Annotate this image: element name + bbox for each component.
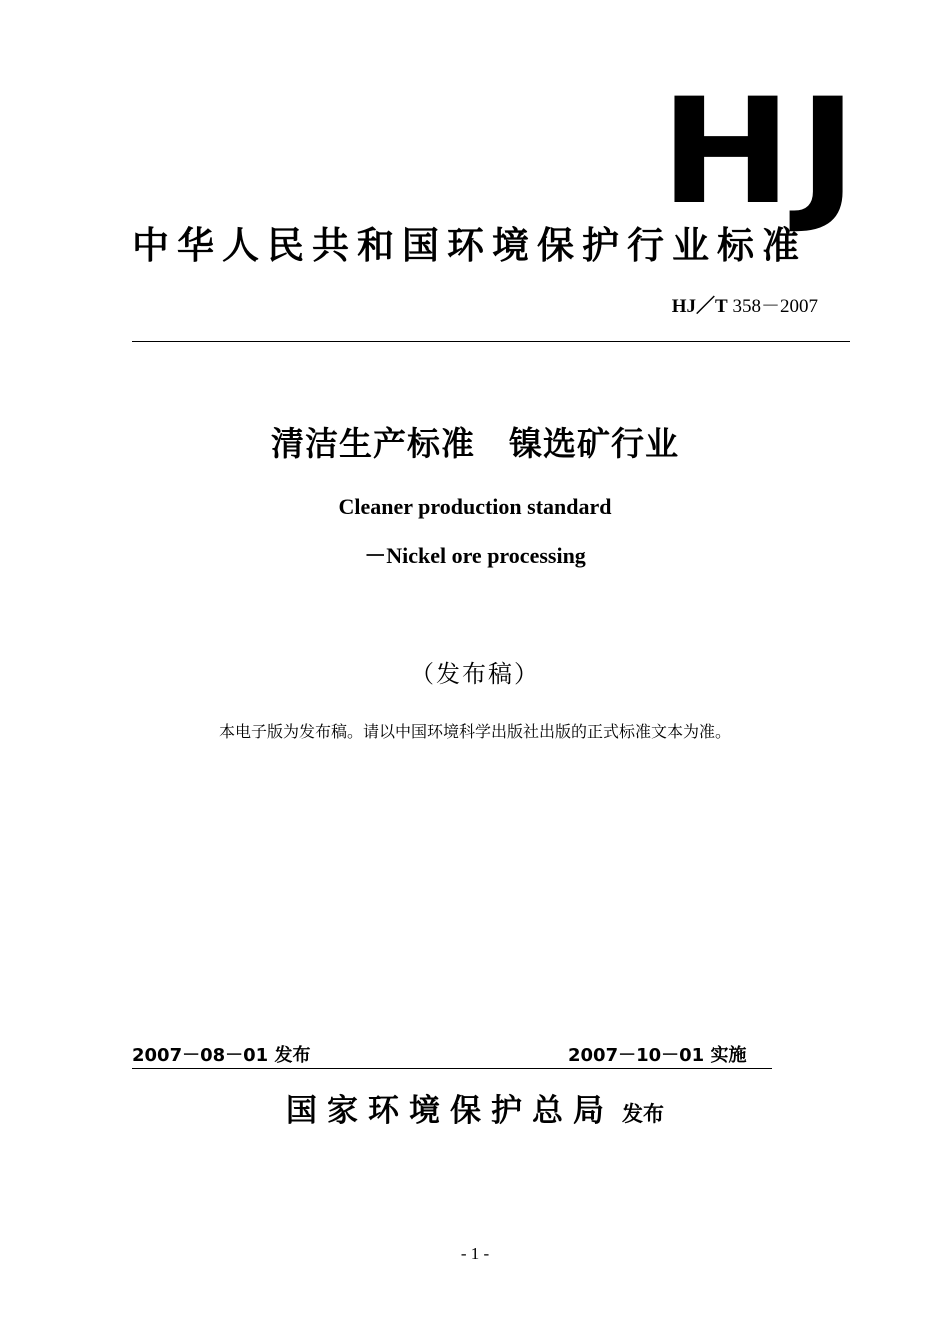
implementation-date: 2007－10－01 实施 [568, 1045, 747, 1066]
issuer-suffix: 发布 [622, 1102, 664, 1126]
draft-label: （发布稿） [410, 660, 540, 688]
english-title-line1: Cleaner production standard [338, 494, 612, 519]
issuer [0, 1088, 950, 1137]
chinese-title: 清洁生产标准 镍选矿行业 [271, 424, 679, 463]
english-title-line2: －Nickel ore processing [364, 543, 586, 568]
hj-logo: HJ [660, 67, 864, 237]
issuer-name: 国家环境保护总局 [286, 1093, 614, 1129]
standard-prefix: HJ／T [671, 296, 728, 317]
standard-code: 358－2007 [727, 296, 818, 317]
date-divider [132, 1068, 772, 1069]
issue-date: 2007－08－01 发布 [132, 1045, 311, 1066]
page-number: - 1 - [460, 1244, 490, 1263]
top-divider [132, 341, 850, 342]
standard-number [672, 294, 818, 320]
edition-note: 本电子版为发布稿。请以中国环境科学出版社出版的正式标准文本为准。 [218, 722, 731, 741]
standard-category: 中华人民共和国环境保护行业标准 [132, 224, 807, 267]
